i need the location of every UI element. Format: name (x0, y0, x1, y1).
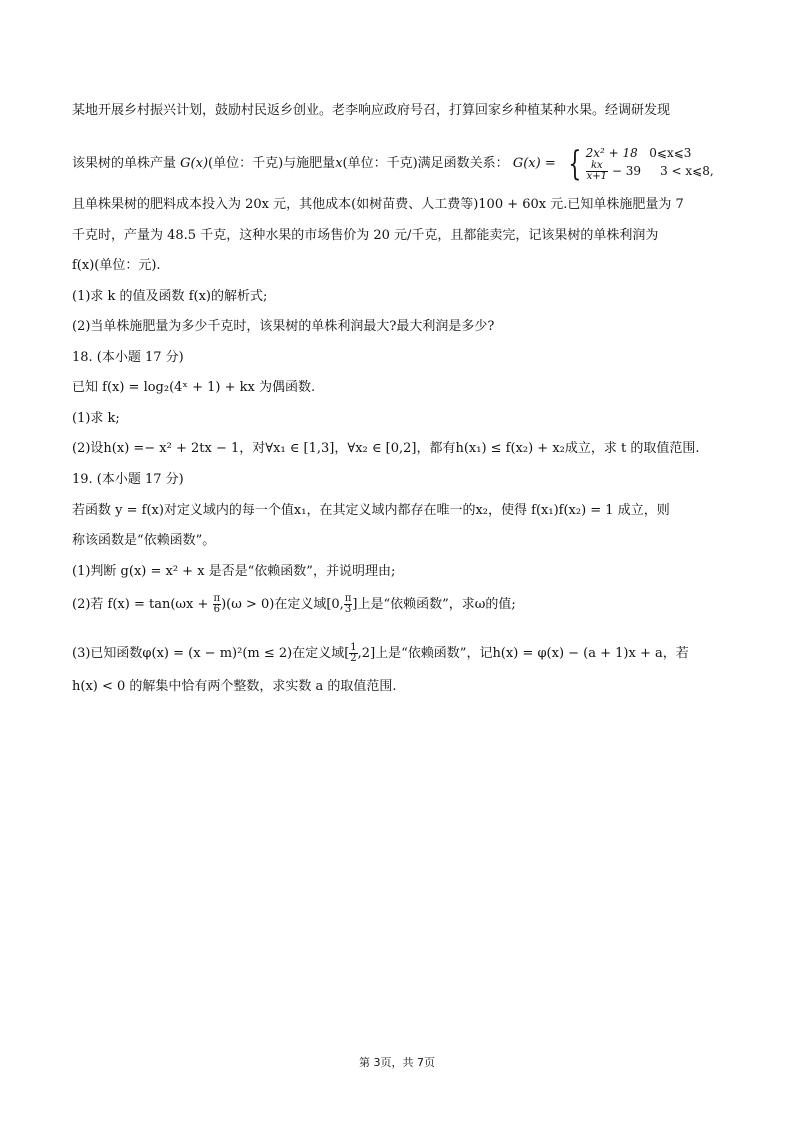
text-line-9: 已知 f(x) = log₂(4ˣ + 1) + kx 为偶函数. (72, 380, 316, 395)
fraction-denominator: 2 (350, 653, 357, 664)
text-line-18: h(x) < 0 的解集中恰有两个整数，求实数 a 的取值范围. (72, 679, 397, 694)
text-line-6: (1)求 k 的值及函数 f(x)的解析式; (72, 289, 268, 304)
text-line-5: f(x)(单位：元). (72, 258, 161, 273)
math-G-equals: G(x) = (512, 156, 556, 171)
text-line-7: (2)当单株施肥量为多少千克时，该果树的单株利润最大?最大利润是多少? (72, 319, 495, 334)
text-line-2 (72, 145, 714, 182)
text-line-16 (72, 594, 516, 615)
math-G-of-x: G(x) (180, 156, 209, 171)
text-line-15: (1)判断 g(x) = x² + x 是否是“依赖函数”，并说明理由; (72, 564, 396, 579)
piece2-expr: − 39 (611, 164, 641, 178)
fraction-numerator: 1 (350, 642, 357, 653)
fraction-numerator: kx (586, 161, 608, 172)
fraction-pi-over-6 (213, 594, 222, 615)
question-18-header: 18. (本小题 17 分) (72, 350, 184, 365)
piecewise-row-2: $\frac{kx}{x+1}$ − 39 3 < x⩽8, (586, 160, 714, 182)
fraction-one-half (349, 643, 357, 664)
page-footer: 第 3页，共 7页 (359, 1056, 435, 1069)
text-segment: 该果树的单株产量 (72, 156, 177, 171)
text-segment: (单位：千克)与施肥量 (208, 156, 336, 171)
math-x: x (335, 156, 343, 171)
fraction-denominator: 3 (344, 604, 352, 615)
text-line-13: 若函数 y = f(x)对定义域内的每一个值x₁，在其定义域内都存在唯一的x₂，使得 f(x₁)f(x₂) = 1 成立，则 (72, 503, 670, 518)
text-line-4: 千克时，产量为 48.5 千克，这种水果的市场售价为 20 元/千克，且都能卖完，记该果树的单株利润为 (72, 228, 659, 243)
text-line-1: 某地开展乡村振兴计划，鼓励村民返乡创业。老李响应政府号召，打算回家乡种植某种水果。经调研发现 (72, 103, 671, 118)
text-segment: ]上是“依赖函数”，求ω的值; (352, 597, 516, 612)
text-line-11: (2)设h(x) =− x² + 2tx − 1，对∀x₁ ∈ [1,3]，∀x₂ ∈ [0,2]，都有h(x₁) ≤ f(x₂) + x₂成立，求 t 的取值范围. (72, 441, 700, 456)
text-segment: )(ω > 0)在定义域[0, (221, 597, 344, 612)
text-line-3: 且单株果树的肥料成本投入为 20x 元，其他成本(如树苗费、人工费等)100 + 60x 元.已知单株施肥量为 7 (72, 197, 684, 212)
piece2-domain: 3 < x⩽8 (660, 164, 710, 178)
text-line-17 (72, 643, 689, 664)
piecewise-function (564, 145, 714, 182)
text-line-10: (1)求 k; (72, 411, 120, 426)
text-line-14: 称该函数是“依赖函数”。 (72, 533, 216, 548)
text-segment: ,2]上是“依赖函数”，记h(x) = φ(x) − (a + 1)x + a，若 (357, 646, 689, 661)
text-segment: (3)已知函数φ(x) = (x − m)²(m ≤ 2)在定义域[ (72, 646, 350, 661)
question-19-header: 19. (本小题 17 分) (72, 472, 184, 487)
piecewise-rows (586, 145, 714, 182)
piece1-domain: 0⩽x⩽3 (649, 146, 692, 160)
fraction-numerator: π (213, 593, 221, 604)
fraction-kx-over-x-plus-1 (586, 161, 608, 182)
text-segment: (2)若 f(x) = tan(ωx + (72, 597, 209, 612)
fraction-denominator: 6 (213, 604, 220, 615)
piece1-expr: 2x² + 18 (585, 146, 638, 160)
left-brace: { (568, 143, 582, 184)
fraction-numerator: π (344, 593, 352, 604)
piecewise-row-1 (586, 145, 714, 161)
fraction-denominator: x+1 (586, 171, 608, 182)
text-segment: (单位：千克)满足函数关系： (342, 156, 509, 171)
